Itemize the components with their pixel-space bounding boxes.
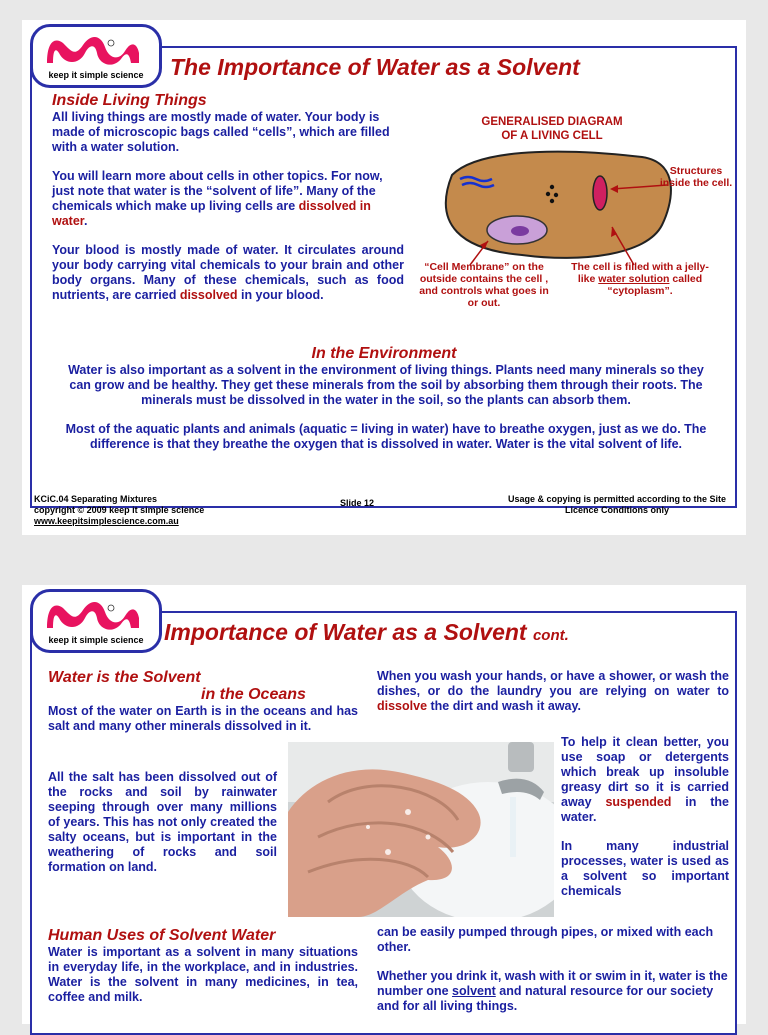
logo-tagline: keep it simple science	[48, 70, 144, 80]
oceans-salt-text	[48, 770, 277, 889]
human-uses-text	[48, 945, 358, 1019]
heading-line: Water is the Solvent	[48, 669, 201, 686]
text: in your blood.	[237, 288, 324, 302]
highlight-suspended: suspended	[605, 795, 672, 809]
paragraph-human-uses: Water is important as a solvent in many situations in everyday life, in the workplace, and in industries. Water is the solvent in many medicines, in tea, coffee and milk.	[48, 945, 358, 1004]
paragraph-oceans: Most of the water on Earth is in the oceans and has salt and many other minerals dissolved in it.	[48, 704, 358, 733]
soap-text	[561, 735, 729, 899]
diagram-title-line: GENERALISED DIAGRAM	[481, 116, 623, 128]
inside-living-things-text	[52, 110, 404, 317]
label-cell-membrane: “Cell Membrane” on the outside contains the cell , and controls what goes in or out.	[419, 261, 549, 309]
paragraph-blood	[52, 243, 404, 303]
underlined-text: water solution	[598, 273, 670, 285]
paragraph-minerals: Water is also important as a solvent in the environment of living things. Plants need many minerals so they can grow and be healthy. They get these minerals from the soil by absorbing them through their roots. The minerals must be dissolved in the water in the soil, so the plants can absorb them.	[68, 363, 704, 407]
logo-mark-icon	[41, 31, 145, 67]
text: To help it clean better, you use soap or detergents which break up insoluble greasy dirt so it is carried away	[561, 735, 729, 809]
paragraph-aquatic: Most of the aquatic plants and animals (aquatic = living in water) have to breathe oxygen, just as we do. The difference is that they breathe the oxygen that is dissolved in water. Water is the vital solvent of life.	[65, 422, 707, 451]
slide-12	[22, 20, 746, 535]
footer-line: copyright © 2009 keep it simple science	[34, 505, 205, 515]
paragraph-industrial: In many industrial processes, water is used as a solvent so important chemicals	[561, 839, 729, 898]
paragraph-salt: All the salt has been dissolved out of the rocks and soil by rainwater seeping through over many millions of years. This has not only created the salty oceans, but is important in the weathering of rocks and soil formation on land.	[48, 770, 277, 874]
paragraph-solvent-of-life	[52, 169, 404, 229]
paragraph-pumped: can be easily pumped through pipes, or mixed with each other.	[377, 925, 714, 954]
washing-text	[377, 669, 729, 728]
text: You will learn more about cells in other topics. For now, just note that water is the “solvent of life”. Many of the chemicals which make up living cells are	[52, 169, 383, 213]
text: and natural resource for our society and for all living things.	[377, 984, 714, 1013]
diagram-title	[442, 115, 662, 143]
text: .	[83, 214, 88, 228]
footer-line: KCiC.04 Separating Mixtures	[34, 494, 158, 504]
slide-title	[164, 619, 569, 646]
text: in the water.	[561, 795, 729, 824]
label-cytoplasm	[570, 261, 710, 297]
industrial-continued-text	[377, 925, 729, 1028]
heading-inside-living-things: Inside Living Things	[52, 92, 207, 109]
environment-text	[56, 363, 716, 466]
website-link[interactable]: www.keepitsimplescience.com.au	[34, 516, 179, 526]
hand-washing-photo-icon	[288, 742, 554, 917]
text: When you wash your hands, or have a shower, or wash the dishes, or do the laundry you are relying on water to	[377, 669, 729, 698]
paragraph-conclusion	[377, 969, 729, 1014]
paragraph-washing	[377, 669, 729, 714]
highlight-dissolved-in-water: dissolved in water	[52, 199, 371, 228]
title-text: Importance of Water as a Solvent	[164, 619, 527, 645]
text: Whether you drink it, wash with it or swim in it, water is the number one	[377, 969, 728, 998]
paragraph-cells: All living things are mostly made of water. Your body is made of microscopic bags called “cells”, which are filled with a water solution.	[52, 110, 390, 154]
kiss-logo	[30, 24, 162, 88]
slide-title: The Importance of Water as a Solvent	[170, 54, 580, 80]
heading-solvent-oceans	[48, 669, 306, 703]
text: the dirt and wash it away.	[427, 699, 581, 713]
highlight-dissolve: dissolve	[377, 699, 428, 713]
paragraph-soap	[561, 735, 729, 825]
label-structures: Structures inside the cell.	[659, 165, 733, 189]
logo-mark-icon	[41, 596, 145, 632]
underlined-solvent: solvent	[452, 984, 496, 998]
text: The cell is filled with a jelly-like	[571, 261, 709, 285]
title-cont: cont.	[532, 627, 569, 644]
slide-number: Slide 12	[340, 498, 375, 508]
text: Your blood is mostly made of water. It circulates around your body carrying vital chemicals to your brain and other body organs. Many of these chemicals, such as food nutrients, are carried	[52, 243, 404, 302]
kiss-logo	[30, 589, 162, 653]
slide-13	[22, 585, 746, 1024]
heading-environment: In the Environment	[311, 345, 457, 362]
heading-human-uses: Human Uses of Solvent Water	[48, 927, 276, 944]
logo-tagline: keep it simple science	[48, 635, 144, 645]
highlight-dissolved: dissolved	[179, 288, 238, 302]
text: called “cytoplasm”.	[607, 273, 703, 297]
footer-right: Usage & copying is permitted according to the Site Licence Conditions only	[507, 494, 727, 515]
diagram-title-line: OF A LIVING CELL	[501, 130, 603, 142]
heading-line: in the Oceans	[201, 686, 306, 703]
footer-left	[34, 494, 204, 527]
